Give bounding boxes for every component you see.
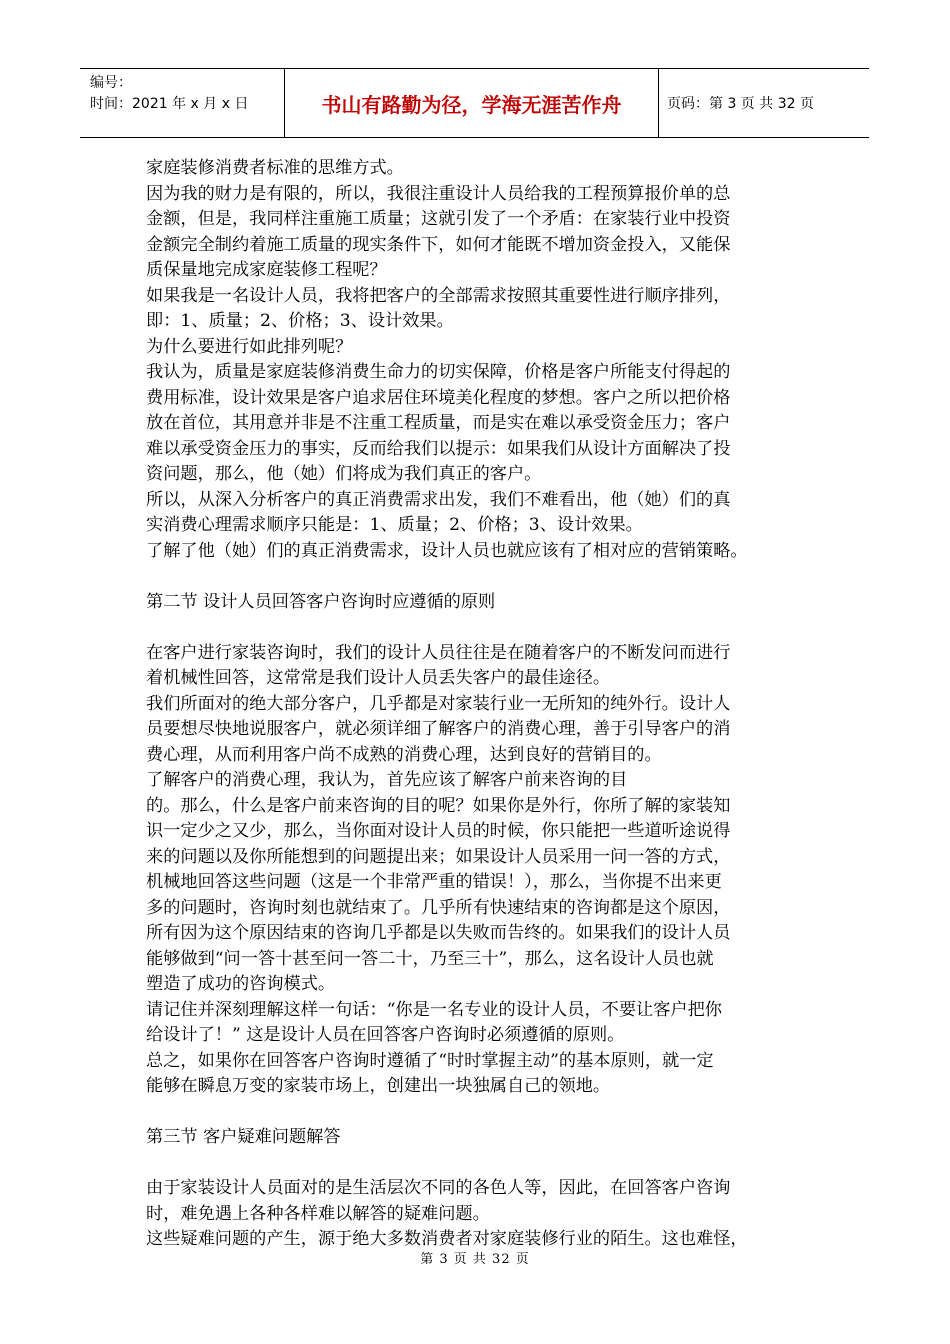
body-line: 机械地回答这些问题（这是一个非常严重的错误！），那么，当你提不出来更 <box>146 872 722 892</box>
number-label: 编号： <box>90 75 132 91</box>
header-meta <box>80 69 285 137</box>
blank-line <box>146 1100 816 1126</box>
body-line: 因为我的财力是有限的，所以，我很注重设计人员给我的工程预算报价单的总 <box>146 183 731 204</box>
blank-line <box>146 615 816 641</box>
body-line: 员要想尽快地说服客户，就必须详细了解客户的消费心理，善于引导客户的消 <box>146 719 731 739</box>
body-line: 着机械性回答，这常常是我们设计人员丢失客户的最佳途径。 <box>146 668 611 688</box>
body-line: 来的问题以及你所能想到的问题提出来；如果设计人员采用一问一答的方式， <box>146 846 731 867</box>
body-line: 费心理，从而利用客户尚不成熟的消费心理，达到良好的营销目的。 <box>146 744 662 765</box>
body-line: 这些疑难问题的产生，源于绝大多数消费者对家庭装修行业的陌生。这也难怪， <box>146 1229 748 1249</box>
body-line: 难以承受资金压力的事实，反而给我们以提示：如果我们从设计方面解决了投 <box>146 438 731 459</box>
body-line: 请记住并深刻理解这样一句话：“你是一名专业的设计人员，不要让客户把你 <box>146 999 722 1020</box>
body-line: 家庭装修消费者标准的思维方式。 <box>146 158 404 178</box>
body-line: 实消费心理需求顺序只能是：1、质量；2、价格；3、设计效果。 <box>146 515 643 535</box>
body-line: 资问题，那么，他（她）们将成为我们真正的客户。 <box>146 464 542 484</box>
body-line: 的。那么，什么是客户前来咨询的目的呢？如果你是外行，你所了解的家装知 <box>146 795 731 816</box>
body-line: 金额完全制约着施工质量的现实条件下，如何才能既不增加资金投入，又能保 <box>146 234 731 255</box>
body-line: 了解了他（她）们的真正消费需求，设计人员也就应该有了相对应的营销策略。 <box>146 540 748 561</box>
body-line: 总之，如果你在回答客户咨询时遵循了“时时掌握主动”的基本原则，就一定 <box>146 1050 714 1071</box>
section-heading: 第二节 设计人员回答客户咨询时应遵循的原则 <box>146 591 496 612</box>
section-heading: 第三节 客户疑难问题解答 <box>146 1127 341 1147</box>
body-line: 能够做到“问一答十甚至问一答二十，乃至三十”，那么，这名设计人员也就 <box>146 948 714 969</box>
page-header <box>80 68 869 138</box>
body-line: 质保量地完成家庭装修工程呢？ <box>146 260 387 280</box>
body-line: 了解客户的消费心理，我认为，首先应该了解客户前来咨询的目 <box>146 770 628 790</box>
body-line: 能够在瞬息万变的家装市场上，创建出一块独属自己的领地。 <box>146 1076 611 1096</box>
body-line: 给设计了！” 这是设计人员在回答客户咨询时必须遵循的原则。 <box>146 1025 625 1045</box>
body-line: 金额，但是，我同样注重施工质量；这就引发了一个矛盾：在家装行业中投资 <box>146 209 731 229</box>
page-footer: 第 3 页 共 32 页 <box>420 1252 530 1267</box>
body-line: 识一定少之又少，那么，当你面对设计人员的时候，你只能把一些道听途说得 <box>146 821 731 841</box>
body-line: 放在首位，其用意并非是不注重工程质量，而是实在难以承受资金压力；客户 <box>146 413 731 433</box>
body-line: 即：1、质量；2、价格；3、设计效果。 <box>146 311 454 331</box>
header-page-info: 页码：第 3 页 共 32 页 <box>667 96 814 112</box>
body-line: 所以，从深入分析客户的真正消费需求出发，我们不难看出，他（她）们的真 <box>146 489 731 510</box>
body-line: 多的问题时，咨询时刻也就结束了。几乎所有快速结束的咨询都是这个原因， <box>146 897 731 918</box>
body-line: 在客户进行家装咨询时，我们的设计人员往往是在随着客户的不断发问而进行 <box>146 642 731 663</box>
header-motto: 书山有路勤为径，学海无涯苦作舟 <box>285 69 659 137</box>
blank-line <box>146 564 816 590</box>
time-label: 时间：2021 年 x 月 x 日 <box>90 96 249 112</box>
body-line: 费用标准，设计效果是客户追求居住环境美化程度的梦想。客户之所以把价格 <box>146 387 731 408</box>
body-line: 时，难免遇上各种各样难以解答的疑难问题。 <box>146 1203 490 1224</box>
body-line: 如果我是一名设计人员，我将把客户的全部需求按照其重要性进行顺序排列， <box>146 285 731 306</box>
blank-line <box>146 1151 816 1177</box>
body-line: 我们所面对的绝大部分客户，几乎都是对家装行业一无所知的纯外行。设计人 <box>146 693 731 714</box>
body-line: 塑造了成功的咨询模式。 <box>146 974 336 994</box>
document-body <box>146 156 816 1253</box>
body-line: 所有因为这个原因结束的咨询几乎都是以失败而告终的。如果我们的设计人员 <box>146 923 731 943</box>
body-line: 为什么要进行如此排列呢？ <box>146 336 353 357</box>
body-line: 由于家装设计人员面对的是生活层次不同的各色人等，因此，在回答客户咨询 <box>146 1178 731 1198</box>
body-line: 我认为，质量是家庭装修消费生命力的切实保障，价格是客户所能支付得起的 <box>146 362 731 382</box>
